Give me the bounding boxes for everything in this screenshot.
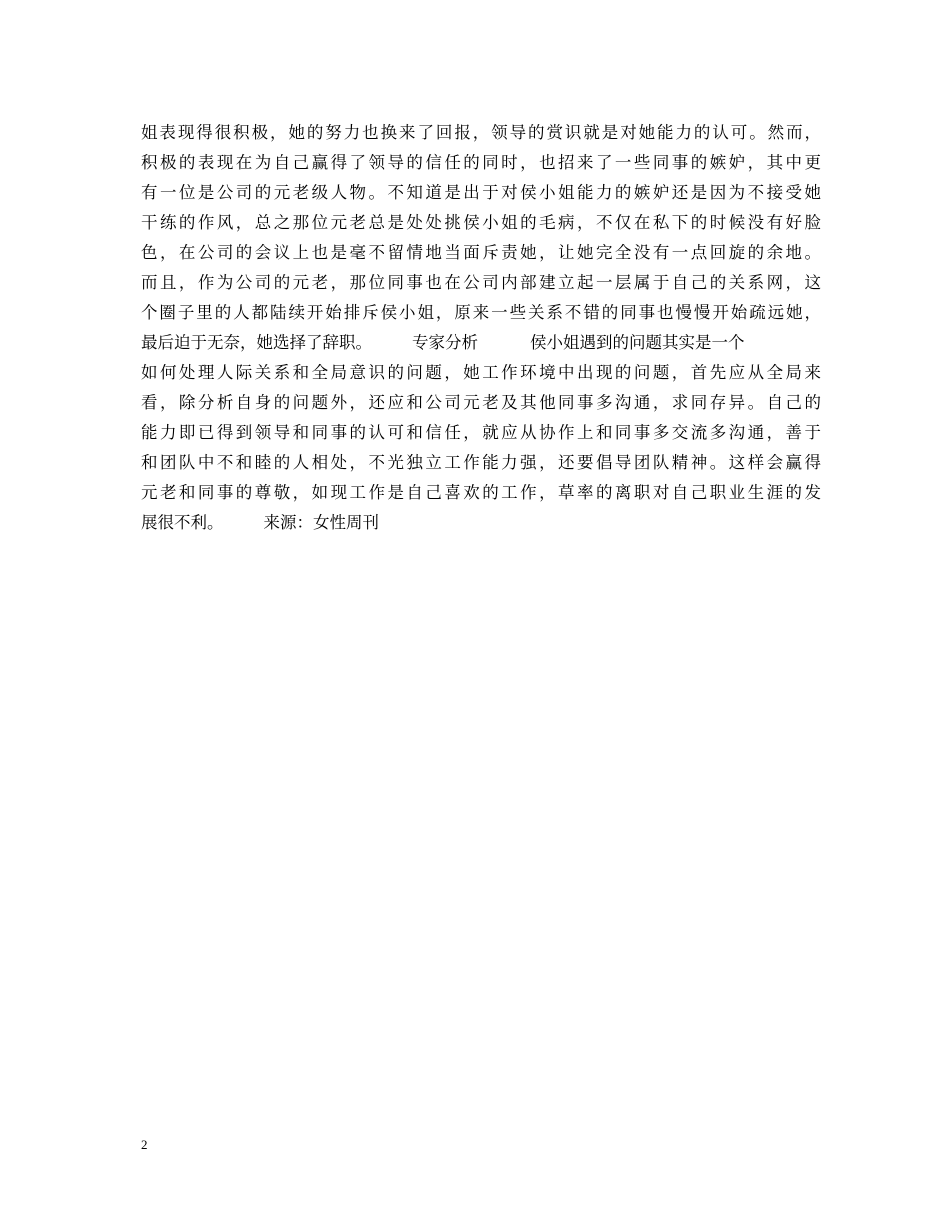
text-line-6: 而且，作为公司的元老，那位同事也在公司内部建立起一层属于自己的关系网，这 xyxy=(141,273,821,292)
text-line-14 xyxy=(141,508,821,538)
text-line-2: 积极的表现在为自己赢得了领导的信任的同时，也招来了一些同事的嫉妒，其中更 xyxy=(141,153,821,172)
analysis-intro-text: 侯小姐遇到的问题其实是一个 xyxy=(530,333,745,352)
section-heading-expert-analysis: 专家分析 xyxy=(412,333,478,352)
text-line-3: 有一位是公司的元老级人物。不知道是出于对侯小姐能力的嫉妒还是因为不接受她 xyxy=(141,183,821,202)
text-line-12: 和团队中不和睦的人相处，不光独立工作能力强，还要倡导团队精神。这样会赢得 xyxy=(141,453,821,472)
text-line-8 xyxy=(141,328,821,358)
closing-text: 展很不利。 xyxy=(141,513,224,532)
text-line-13: 元老和同事的尊敬，如现工作是自己喜欢的工作，草率的离职对自己职业生涯的发 xyxy=(141,483,821,502)
text-line-4: 干练的作风，总之那位元老总是处处挑侯小姐的毛病，不仅在私下的时候没有好脸 xyxy=(141,213,821,232)
text-line-10: 看，除分析自身的问题外，还应和公司元老及其他同事多沟通，求同存异。自己的 xyxy=(141,393,821,412)
text-line-1: 姐表现得很积极，她的努力也换来了回报，领导的赏识就是对她能力的认可。然而， xyxy=(141,123,821,142)
text-line-5: 色，在公司的会议上也是毫不留情地当面斥责她，让她完全没有一点回旋的余地。 xyxy=(141,243,821,262)
article-body xyxy=(141,118,821,538)
resign-text: 最后迫于无奈，她选择了辞职。 xyxy=(141,333,372,352)
page-number: 2 xyxy=(141,1137,148,1152)
text-line-9: 如何处理人际关系和全局意识的问题，她工作环境中出现的问题，首先应从全局来 xyxy=(141,363,821,382)
text-line-11: 能力即已得到领导和同事的认可和信任，就应从协作上和同事多交流多沟通，善于 xyxy=(141,423,821,442)
source-credit: 来源：女性周刊 xyxy=(263,513,379,532)
text-line-7: 个圈子里的人都陆续开始排斥侯小姐，原来一些关系不错的同事也慢慢开始疏远她， xyxy=(141,303,821,322)
